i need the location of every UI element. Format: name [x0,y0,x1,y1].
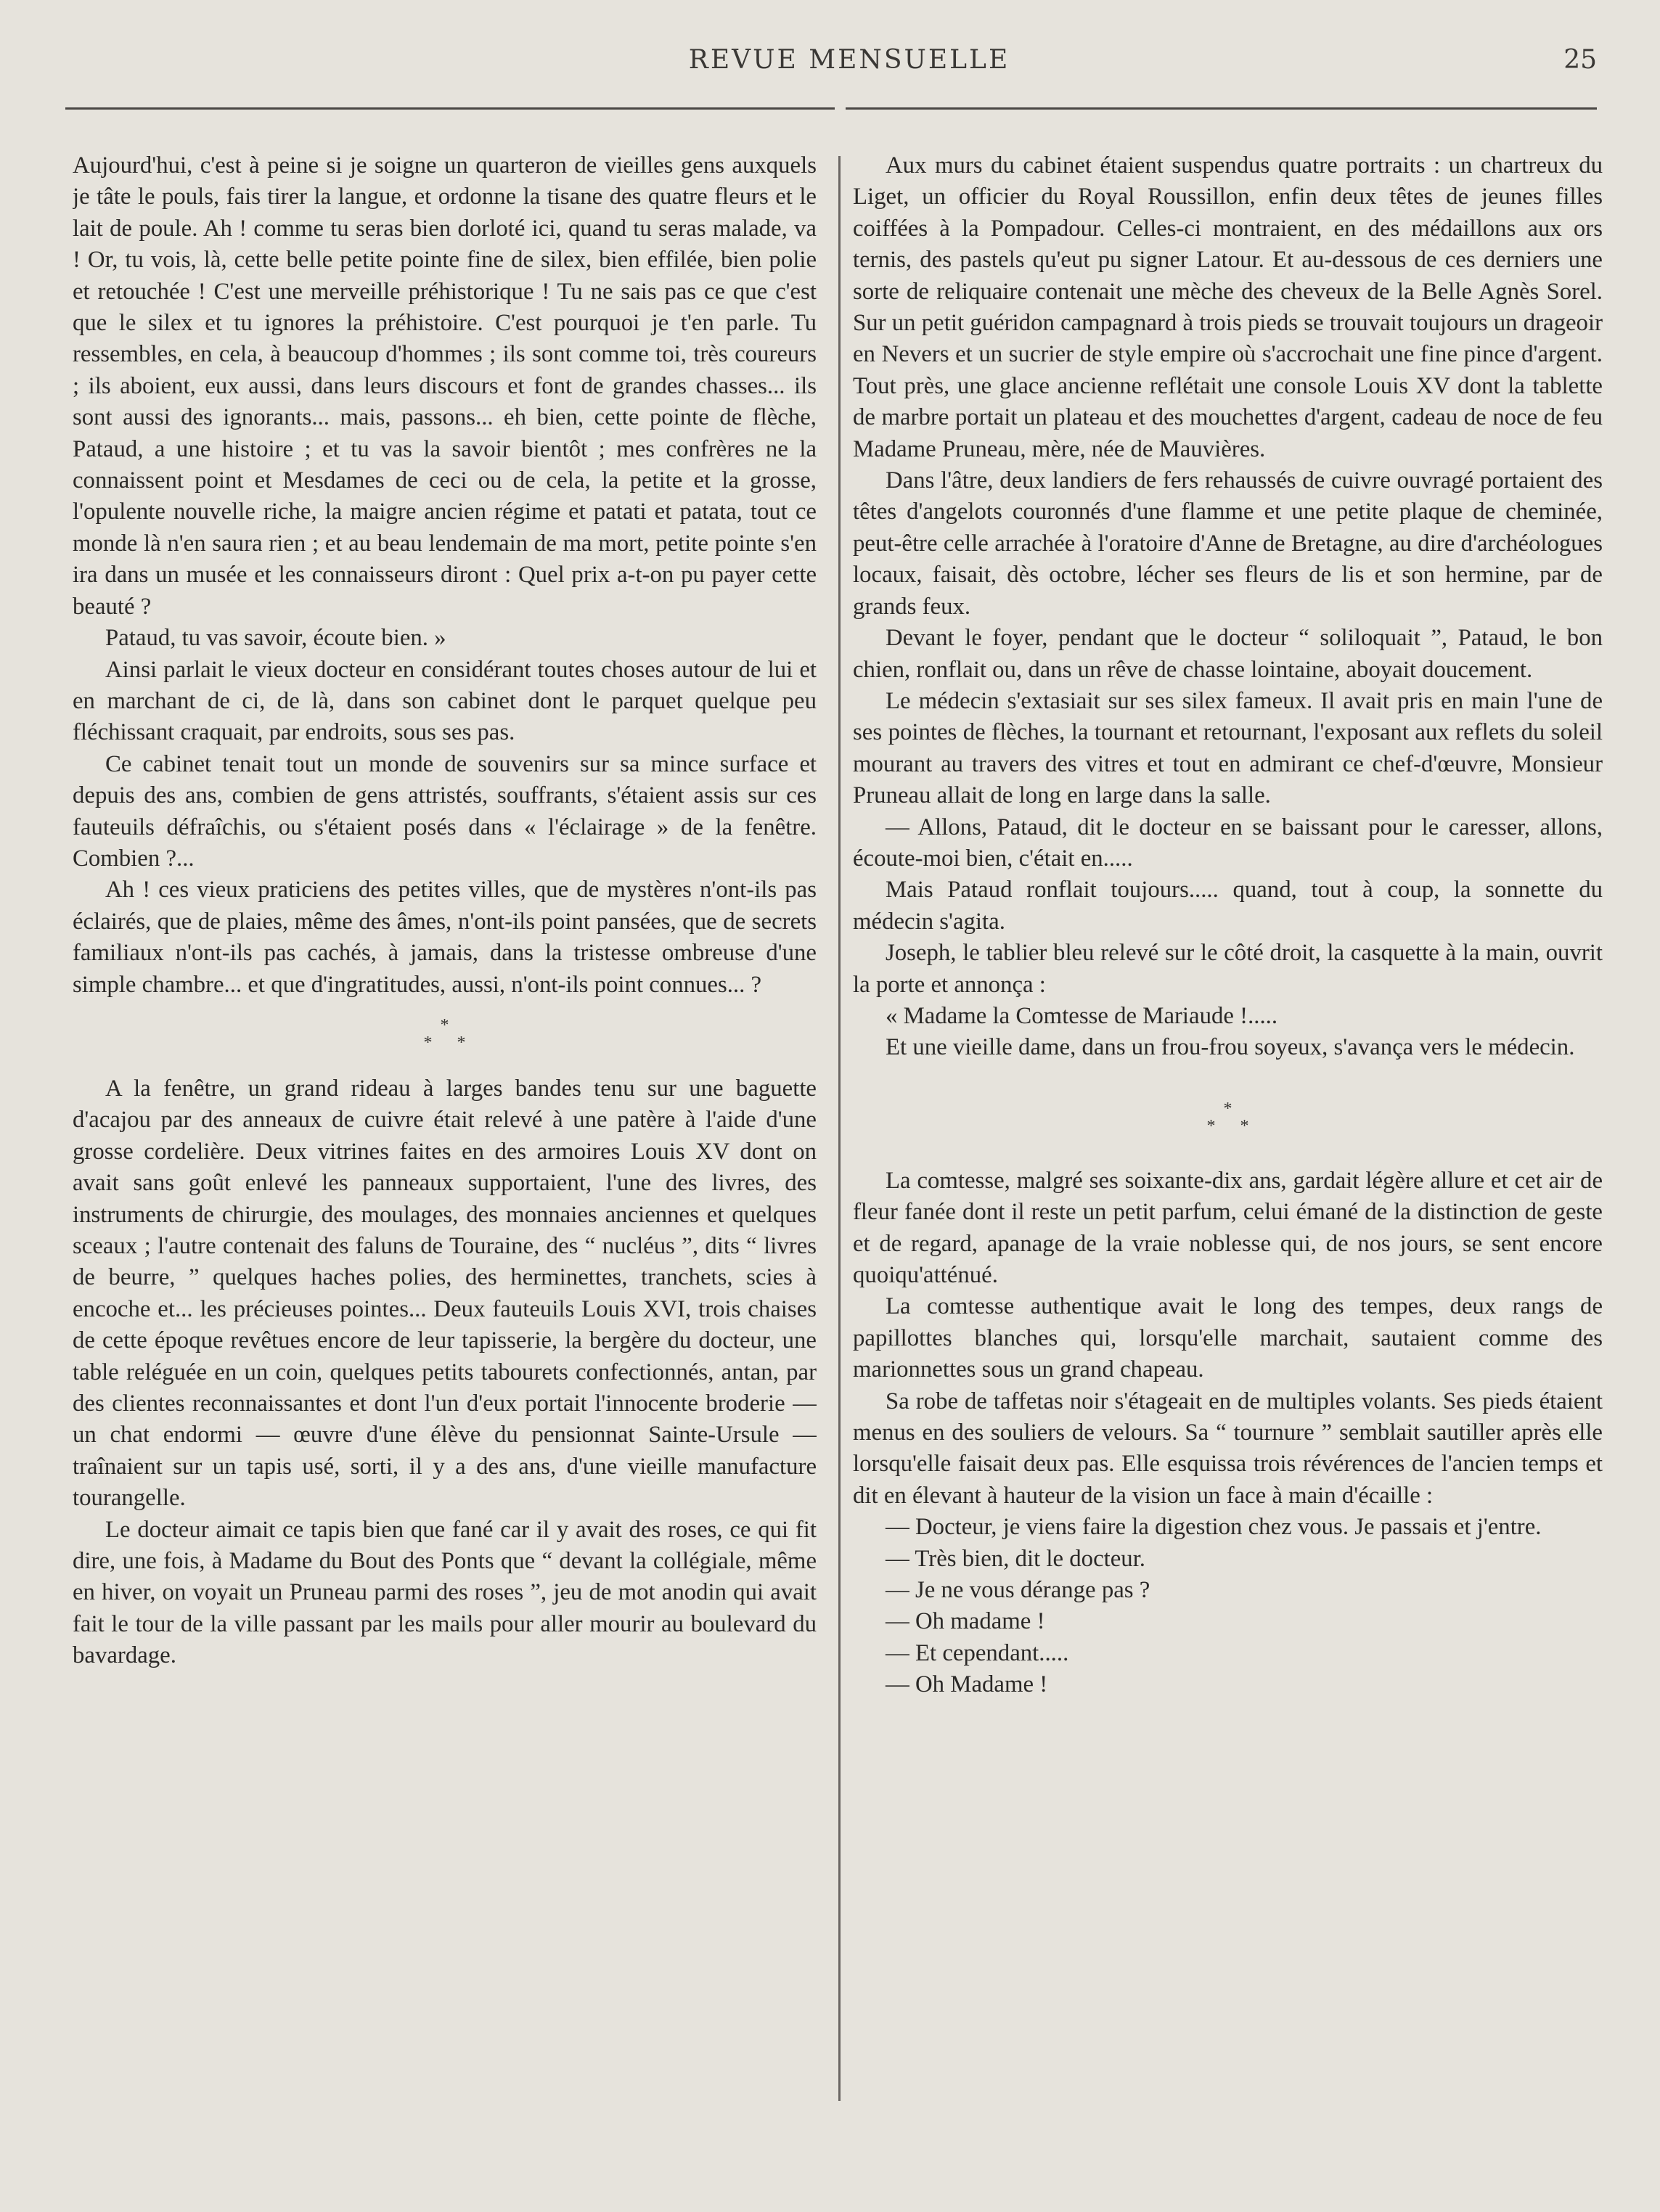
running-head [102,45,1597,81]
header-rule-right [846,107,1597,110]
paragraph: Le docteur aimait ce tapis bien que fané car il y avait des roses, ce qui fit dire, une fois, à Madame du Bout des Ponts que “ devant la collégiale, même en hiver, on voyait un Pruneau parmi des roses ”, jeu de mot anodin qui avait fait le tour de la ville passant par les mails pour aller mourir au boulevard du bavardage. [73,1516,817,1669]
paragraph: Ainsi parlait le vieux docteur en considérant toutes choses autour de lui et en marchant de ci, de là, dans son cabinet dont le parquet quelque peu fléchissant craquait, par endroits, sous ses pas. [73,656,817,746]
header-rule-left [65,107,835,110]
paragraph: A la fenêtre, un grand rideau à larges bandes tenu sur une baguette d'acajou par des anneaux de cuivre était relevé à une patère à l'aide d'une grosse cordelière. Deux vitrines faites en des armoires Louis XV dont on avait sans goût enlevé les panneaux supportaient, l'une des livres, des instruments de chirurgie, des moulages, des monnaies anciennes et quelques sceaux ; l'autre contenait des faluns de Touraine, des “ nucléus ”, dits “ livres de beurre, ” quelques haches polies, des herminettes, tranchets, scies à encoche et... les précieuses pointes... Deux fauteuils Louis XVI, trois chaises de cette époque revêtues encore de leur tapisserie, la bergère du docteur, une table reléguée en un coin, quelques petits tabourets confectionnés, antan, par des clientes reconnaissantes et dont l'un d'eux portait l'innocente broderie — un chat endormi — œuvre d'une élève du pensionnat Sainte-Ursule — traînaient sur un tapis usé, sorti, il y a des ans, d'une vieille manufacture tourangelle. [73,1075,817,1512]
paragraph: La comtesse, malgré ses soixante-dix ans, gardait légère allure et cet air de fleur fanée dont il reste un petit parfum, celui émané de la distinction de geste et de regard, apanage de la vraie noblesse qui, de nos jours, se sent encore quoiqu'atténué. [853,1167,1603,1288]
right-column [853,150,1603,2168]
column-divider-rule [838,156,841,2101]
left-column [73,150,817,2168]
section-break-asterism [73,1001,817,1073]
dialogue-line: — Oh Madame ! [886,1671,1048,1698]
dialogue-line: « Madame la Comtesse de Mariaude !..... [886,1002,1278,1029]
journal-title: REVUE MENSUELLE [688,45,1010,75]
page-number: 25 [1563,45,1597,75]
dialogue-line: — Et cependant..... [886,1639,1069,1666]
section-break-asterism [853,1064,1603,1166]
paragraph: Devant le foyer, pendant que le docteur “ soliloquait ”, Pataud, le bon chien, ronflait ou, dans un rêve de chasse lointaine, aboyait doucement. [853,625,1603,683]
paragraph: Le médecin s'extasiait sur ses silex fameux. Il avait pris en main l'une de ses pointes de flèches, la tournant et retournant, l'exposant aux reflets du soleil mourant au travers des vitres et tout en admirant ce chef-d'œuvre, Monsieur Pruneau allait de long en large dans la salle. [853,687,1603,809]
asterism-bottom: * * [1206,1116,1259,1136]
dialogue-line: — Très bien, dit le docteur. [886,1545,1146,1572]
dialogue-line: — Docteur, je viens faire la digestion chez vous. Je passais et j'entre. [886,1514,1542,1541]
paragraph: Mais Pataud ronflait toujours..... quand, tout à coup, la sonnette du médecin s'agita. [853,877,1603,935]
dialogue-line: — Allons, Pataud, dit le docteur en se baissant pour le caresser, allons, écoute-moi bien, c'était en..... [853,814,1603,872]
dialogue-line: — Je ne vous dérange pas ? [886,1577,1150,1604]
paragraph: Joseph, le tablier bleu relevé sur le côté droit, la casquette à la main, ouvrit la porte et annonça : [853,940,1603,998]
paragraph: Aujourd'hui, c'est à peine si je soigne un quarteron de vieilles gens auxquels je tâte le pouls, fais tirer la langue, et ordonne la tisane des quatre fleurs et le lait de poule. Ah ! comme tu seras bien dorloté ici, quand tu seras malade, va ! Or, tu vois, là, cette belle petite pointe fine de silex, bien effilée, bien polie et retouchée ! C'est une merveille préhistorique ! Tu ne sais pas ce que c'est que le silex et tu ignores la préhistoire. C'est pourquoi je t'en parle. Tu ressembles, en cela, à beaucoup d'hommes ; ils sont comme toi, très coureurs ; ils aboient, eux aussi, dans leurs discours et font de grandes chasses... ils sont aussi des ignorants... mais, passons... eh bien, cette pointe de flèche, Pataud, a une histoire ; et tu vas la savoir bientôt ; mes confrères ne la connaissent point et Mesdames de ceci ou de cela, la petite et la grosse, l'opulente nouvelle riche, la maigre ancien régime et patati et patata, tout ce monde là n'en saura rien ; et au beau lendemain de ma mort, petite pointe s'en ira dans un musée et les connaisseurs diront : Quel prix a-t-on pu payer cette beauté ? [73,152,817,620]
paragraph: Sa robe de taffetas noir s'étageait en de multiples volants. Ses pieds étaient menus en des souliers de velours. Sa “ tournure ” semblait sautiller après elle lorsqu'elle faisait deux pas. Elle esquissa trois révérences de l'ancien temps et dit en élevant à hauteur de la vision un face à main d'écaille : [853,1388,1603,1509]
asterism-top: * [1223,1099,1232,1118]
paragraph: Aux murs du cabinet étaient suspendus quatre portraits : un chartreux du Liget, un officier du Royal Roussillon, enfin deux têtes de jeunes filles coiffées à la Pompadour. Celles-ci montraient, en des médaillons aux ors ternis, des pastels qu'eut pu signer Latour. Et au-dessous de ces derniers une sorte de reliquaire contenait une mèche des cheveux de la Belle Agnès Sorel. Sur un petit guéridon campagnard à trois pieds se trouvait toujours un drageoir en Nevers et un sucrier de style empire où s'accrochait une fine pince d'argent. Tout près, une glace ancienne reflétait une console Louis XV dont la tablette de marbre portait un plateau et des mouchettes d'argent, cadeau de noce de feu Madame Pruneau, mère, née de Mauvières. [853,152,1603,462]
paragraph: Ah ! ces vieux praticiens des petites villes, que de mystères n'ont-ils pas éclairés, que de plaies, même des âmes, n'ont-ils point pansées, que de secrets familiaux n'ont-ils pas cachés, à jamais, dans la tristesse ombreuse d'une simple chambre... et que d'ingratitudes, aussi, n'ont-ils point connues... ? [73,877,817,998]
paragraph: Dans l'âtre, deux landiers de fers rehaussés de cuivre ouvragé portaient des têtes d'angelots couronnés d'une flamme et une petite plaque de cheminée, peut-être celle arrachée à l'oratoire d'Anne de Bretagne, au dire d'archéologues locaux, faisait, dès octobre, lécher ses fleurs de lis et son hermine, par de grands feux. [853,467,1603,620]
paragraph: Et une vieille dame, dans un frou-frou soyeux, s'avança vers le médecin. [886,1034,1575,1061]
paragraph: La comtesse authentique avait le long des tempes, deux rangs de papillottes blanches qui, lorsqu'elle marchait, sautaient comme des marionnettes sous un grand chapeau. [853,1293,1603,1383]
paragraph: Pataud, tu vas savoir, écoute bien. » [105,625,446,652]
dialogue-line: — Oh madame ! [886,1608,1045,1635]
paragraph: Ce cabinet tenait tout un monde de souvenirs sur sa mince surface et depuis des ans, combien de gens attristés, souffrants, s'étaient assis sur ces fauteuils défraîchis, ou s'étaient posés dans « l'éclairage » de la fenêtre. Combien ?... [73,750,817,872]
asterism-top: * [440,1015,449,1035]
asterism-bottom: * * [423,1033,476,1052]
